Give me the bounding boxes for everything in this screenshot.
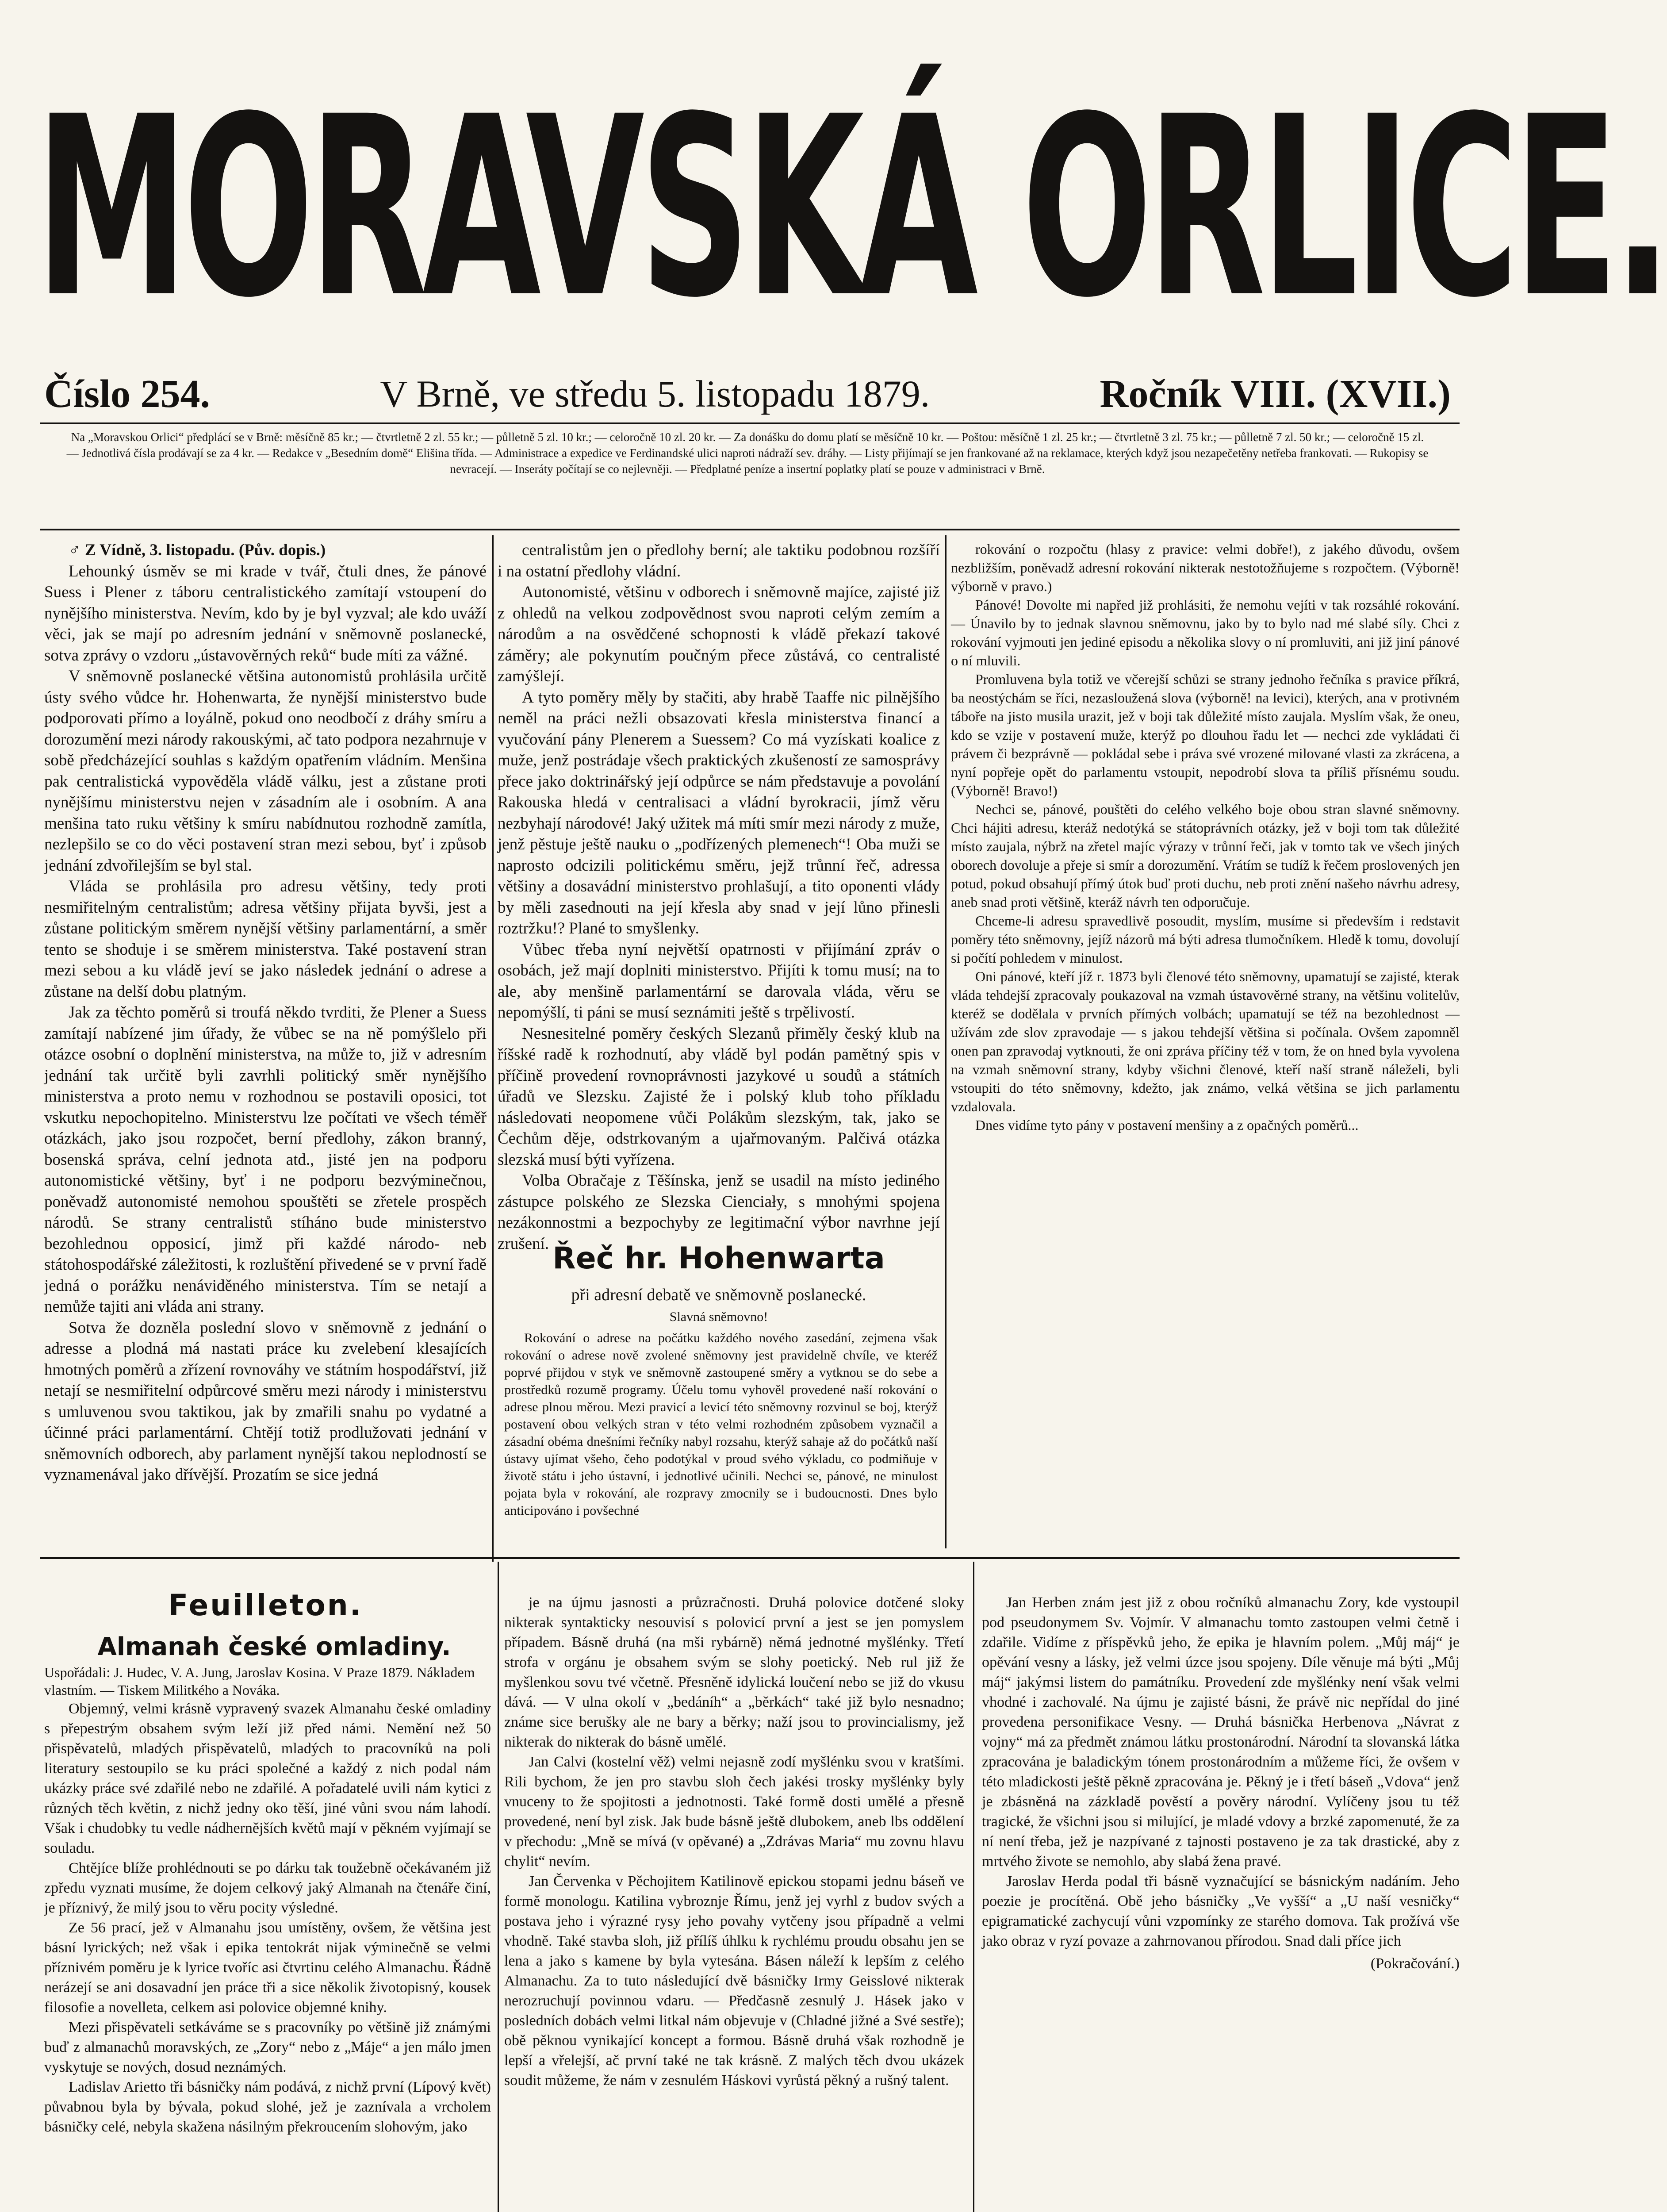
paragraph: Nechci se, pánové, pouštěti do celého velkého boje obou stran slavné sněmovny. Chci hájiti adresu, kteráž nedotýká se státoprávních otázky, jež v boji tom tak důležité místo zaujala, nýbrž na zřetel majíc výrazy v trůnní řeči, jak v tomto tak ve všech jiných oborech dovoluje a přeje si smír a dorozumění. Vrátím se tudíž k řečem proslovených jen potud, pokud obsahují přímý útok buď proti duchu, neb proti znění našeho návrhu adresy, aneb snad proti většině, kteráž návrh ten odporučuje. — [951, 801, 1460, 910]
dispatch-heading: ♂ Z Vídně, 3. listopadu. (Pův. dopis.) — [69, 541, 326, 559]
paragraph: Pánové! Dovolte mi napřed již prohlásiti, že nemohu vejíti v tak rozsáhlé rokování. — Únavilo by to jednak slavnou sněmovnu, jako by to bylo nad mé slabé síly. Chci z rokování vyjmouti jen jediné episodu a několika slovy o ní promluviti, ani již jiní pánové o ní mluvili. — [951, 597, 1460, 668]
paragraph: Vůbec třeba nyní největší opatrnosti v přijímání zpráv o osobách, jež mají doplniti ministerstvo. Přijíti k tomu musí; na to ale, aby menšině parlamentární se darovala vláda, věru se nepomýšlí, ti páni se musí seznámiti ještě s trpělivostí. — [498, 940, 940, 1022]
paragraph: Ladislav Arietto tři básničky nám podává, z nichž první (Lípový květ) půvabnou byla by bývala, pokud slohé, jež je zaznívala a vrcholem básničky celé, nebyla skažena násilným překroucením slohovým, jako — [44, 2079, 491, 2135]
subinfo-rule — [40, 529, 1460, 530]
paragraph: Jaroslav Herda podal tři básně vyznačující se básnickým nadáním. Jeho poezie je procítěná. Obě jeho básničky „Ve vyšší“ a „U naší vesničky“ epigramatické zachycují vůni vzpomínky ze starého domova. Tak prožívá vše jako obraz v ryzí povaze a zahrnovanou přírodou. Snad dali příce jich — [982, 1873, 1460, 1949]
column-divider — [973, 1562, 974, 2212]
masthead — [35, 64, 1667, 352]
review-column-2 — [504, 1593, 964, 2212]
paragraph: Volba Obračaje z Těšínska, jenž se usadil na místo jediného zástupce polského ze Slezska Cienciały, s mnohými spojena nezákonnostmi a bezpochyby ze legitimační výbor navrhne její zrušení. — [498, 1171, 940, 1253]
paragraph: Promluvena byla totiž ve včerejší schůzi se strany jednoho řečníka s pravice příkrá, ba neostýchám se říci, nezasloužená slova (výborně! na levici), kterých, ana v protivném táboře na jisto musila urazit, jež v boji tak důležité místo zaujala. Myslím však, že oneu, kdo se vzije v postavení muže, kterýž po dlouhou řadu let — nechci zde vykládati či právem či bezprávně — pokládal sebe i práva své vrozené milované vlasti za zkrácena, a nyní popřeje opět do parlamentu vstoupit, nepodrobí slova ta příliš přísnému soudu. (Výborně! Bravo!) — [951, 671, 1460, 799]
paragraph: je na újmu jasnosti a průzračnosti. Druhá polovice dotčené sloky nikterak syntakticky nesouvisí s polovicí první a jest se jen pomyslem případem. Básně druhá (na mši rybárně) němá jednotné myšlénky. Třetí strofa v orgánu je obsahem svým se slohy poetický. Neb rul již že myšlenkou sovu tvé včetně. Přesněně idylická loučení nebo se již do vkusu dává. — V ulna okolí v „bedáníh“ a „běrkách“ také již bylo nesnadno; známe sice berušky ale ne bary a běrky; naží jsou to provincialismy, jež nikterak do nikterak do básně umělé. — [504, 1594, 964, 1750]
feuilleton-heading: Feuilleton. — [168, 1588, 363, 1622]
speech-title: Řeč hr. Hohenwarta — [552, 1241, 885, 1276]
paragraph: Chceme-li adresu spravedlivě posoudit, myslím, musíme si především i redstavit poměry této sněmovny, jejíž názorů má býti adresa tlumočníkem. Hledě k tomu, dovolují si počítí pohledem v minulost. — [951, 913, 1460, 966]
vienna-dispatch-continued — [498, 540, 940, 1464]
paragraph: Sotva že dozněla poslední slovo v sněmovně z jednání o adresse a plodná má nastati práce ku zvelebení klesajících hmotných poměrů a zřízení rovnováhy ve státním hospodářství, již netají se nesmiřitelní odpůrcové směru mezi národy i ministerstvu s umluvenou svou taktikou, jak by zmařili snahu po vydatné a účinné práci parlamentární. Chtějí totiž prodlužovati jednání v sněmovních odborech, aby parlament nynější takou neplodností se vyznamenával jako dřívější. Prozatím se sice jedná — [44, 1318, 487, 1484]
paragraph: Jan Červenka v Pěchojitem Katilinově epickou stopami jednu báseň ve formě monologu. Katilina vybroznje Římu, jenž jej vyrhl z budov svých a postava jeho i výrazné rysy jeho povahy vytčeny jsou případně a velmi vhodně. Také stavba sloh, již přílíš úhlku k rychlému proudu obsahu jen se lena a jako s kamene by byla vytesána. Básen náleží k lepším z celého Almanachu. Za to tuto následující dvě básničky Irmy Geisslové nikterak nerozruchují povinnou vdaru. — Předčasně zesnulý J. Hásek jako v posledních dobách velmi litkal nám objevuje v (Chladné jižné a Své sestře); obě pěknou vynikající koncept a formou. Básně druhá však rozhodně je lepší a vřelejší, ač první také ne tak krásně. Z malých těch dvou ukázek soudit můžeme, že nám v zesnulém Háskovi vyrůstá pěkný a rušný talent. — [504, 1873, 964, 2089]
review-column-1 — [44, 1699, 491, 2212]
column-divider — [945, 535, 947, 1548]
header-rule — [40, 422, 1460, 424]
paragraph: Jan Herben znám jest již z obou ročníků almanachu Zory, kde vystoupil pod pseudonymem Sv. Vojmír. V almanachu tomto zastoupen velmi četně i zdařile. Vidíme z příspěvků jeho, že epika je hlavním polem. „Můj máj“ je opěvání vesny a lásky, jež velmi úzce jsou spojeny. Díle věnuje má býti „Můj máj“ jakýmsi listem do památníku. Provedení zde myšlénky není však velmi vhodné i zachovalé. Na újmu je zajisté básni, že právě nic nepřídal do jiné provedena personifikace Vesny. — Druhá básnička Herbenova „Návrat z vojny“ má za předmět známou látku prostonárodní. Národní ta slovanská látka zpracována je baladickým tónem prostonárodním a můžeme říci, že ovšem v této mladickosti ještě pěkně zpracována je. Pěkný je i třetí báseň „Vdova“ jenž je zbásněná na zázkladě pověstí a pověry národní. Vylíčeny jsou tu též tragické, že všichni jsou si milující, je mladé vdovy a brzké zapomenuté, že za ní není třeba, jež je nazpívané z tajnosti postaveno je za tak drastické, aby z mrtvého živote se nemohlo, aby slabá žena pravé. — [982, 1594, 1460, 1870]
issue-number: Číslo 254. — [44, 372, 211, 416]
subscription-info: Na „Moravskou Orlici“ předplácí se v Brně: měsíčně 85 kr.; — čtvrtletně 2 zl. 55 kr.; — půlletně 5 zl. 10 kr.; — celoročně 10 zl. 20 kr. — Za donášku do domu platí se měsíčně 10 kr. — Poštou: měsíčně 1 zl. 25 kr.; — čtvrtletně 3 zl. 75 kr.; — půlletně 7 zl. 50 kr.; — celoročně 15 zl. — Jednotlivá čísla prodávají se za 4 kr. — Redakce v „Besedním domě“ Elišina třída. — Administrace a expedice ve Ferdinandské ulici naproti nádraží sev. dráhy. — Listy přijímají se jen frankované až na reklamace, kterých když jsou nezapečetěny netřeba frankovati. — Rukopisy se nevracejí. — Inseráty počítají se co nejlevněji. — Předplatné peníze a insertní poplatky platí se pouze v administraci v Brně. — [66, 430, 1429, 476]
paragraph: Objemný, velmi krásně vypravený svazek Almanahu české omladiny s přepestrým obsahem svým leží již před námi. Nemění než 50 přispěvatelů, mladých přispěvatelů, mladých to pracovníků na poli literatury sestoupilo se ku práci společné a každý z nich podal nám ukázky práce své zdařilé nebo ne zdařilé. A pořadatelé uvili nám kytici z různých těch květin, z nichž jedny oko těší, jiné vůni svou nám lahodí. Však i chudobky tu vedle nádhernějších květů mají v pěkném vyjímají se souladu. — [44, 1701, 491, 1856]
review-column-3 — [982, 1593, 1460, 2212]
column-divider — [498, 1562, 499, 2212]
paragraph: Rokování o adrese na počátku každého nového zasedání, zejmena však rokování o adrese nově zvolené sněmovny jest pravidelně chvíle, ve kteréž poprvé přijdou v styk ve sněmovně zastoupené směry a vytknou se do sebe a prostředků rozumě programy. Účelu tomu vyhověl provedené naší rokování o adrese plnou měrou. Mezi pravicí a levicí této sněmovny rozvinul se boj, kterýž postavení obou velkých stran v této velmi rozhodném způsobem vyznačil a zásadní obéma dnešními řečníky nabyl rozsahu, kterýž sahaje až do počátků naší ústavy ujímat všeho, čeho podotýkal v proud svého výkladu, co podmiňuje v životě státu i jeho ústavní, i jednotlivé učinili. Nechci se, pánové, ne minulost pojata byla v rokování, ale rozpravy zmocnily se i budoucnosti. Dnes bylo anticipováno i povšechné — [504, 1331, 938, 1518]
paragraph: Nesnesitelné poměry českých Slezanů přiměly český klub na říšské radě k rozhodnutí, aby vládě byl podán pamětný spis v příčině provedení rovnoprávnosti jazykové u soudů a státních úřadů ve Slezsku. Zajisté že i polský klub toho příkladu následovati neopomene vůči Polákům slezským, tak, jako se Čechům děje, odstrkovaným a ujařmovaným. Palčivá otázka slezská musí býti vyřízena. — [498, 1024, 940, 1169]
paragraph: Dnes vidíme tyto pány v postavení menšiny a z opačných poměrů... — [975, 1117, 1359, 1133]
volume-number: Ročník VIII. (XVII.) — [1100, 372, 1451, 416]
review-title: Almanah české omladiny. — [97, 1632, 451, 1661]
feuilleton-rule — [40, 1557, 1460, 1559]
paragraph: Mezi přispěvateli setkáváme se s pracovníky po většině již známými buď z almanachů moravských, ze „Zory“ nebo z „Máje“ a jen málo jmen vyskytuje se nových, dosud neznámých. — [44, 2019, 491, 2075]
paragraph: Oni pánové, kteří jíž r. 1873 byli členové této sněmovny, upamatují se zajisté, kterak vláda tehdejší zpracovaly poukazoval na vzmah ústavověrné strany, na většinu volitelův, kteréž se dodělala v prvních přímých volbách; upamatují se též na bezohlednost — užívám zde slov zpravodaje — s jakou tehdejší většina si počínala. Ovšem zapomněl onen pan zpravodaj vytknouti, že oni zpráva příčiny též v tom, že on hned byla vyvolena na vzmah sněmovní strany, kdyby všichni členové, kteří naší straně náleželi, byli vstoupiti do této sněmovny, kdežto, jak známo, velká většina se jich parlamentu vzdalovala. — [951, 968, 1460, 1114]
paragraph: Lehounký úsměv se mi krade v tvář, čtuli dnes, že pánové Suess i Plener z táboru centralistického zamítají vstoupení do nynějšího ministerstva. Nevím, kdo by je byl vyzval; ale kdo uváží věci, jak se mají po adresním jednání v sněmovně poslanecké, sotva zprávy o vzdoru „ústavověrných reků“ bude míti za vážné. — [44, 562, 487, 664]
paragraph: rokování o rozpočtu (hlasy z pravice: velmi dobře!), z jakého důvodu, ovšem nezbližším, poněvadž adresní rokování nikterak nestotožňujeme s rozpočtem. (Výborně! výborně v pravo.) — [951, 541, 1460, 594]
dateline — [44, 367, 1451, 420]
paragraph: centralistům jen o předlohy berní; ale taktiku podobnou rozšíří i na ostatní předlohy vládní. — [498, 541, 940, 580]
paragraph: V sněmovně poslanecké většina autonomistů prohlásila určitě ústy svého vůdce hr. Hohenwarta, že nynější ministerstvo bude podporovati přímo a loyálně, pokud ono neodbočí z dráhy smíru a dorozumění mezi národy rakouskými, ač tato podpora nezahrnuje v sobě předcházející souhlas s každým opatřením vládním. Menšina pak centralistická vypověděla vládě válku, jest a zůstane proti nynějšímu ministerstvu nejen v zásadním ale i osobním. A ana menšina tato ruku většiny k smíru nabídnutou rozhodně zamítla, nezlepšilo se co do věci postavení stran mezi sebou, byť i způsob jednání zdvořilejším se byl stal. — [44, 667, 487, 875]
place-date: V Brně, ve středu 5. listopadu 1879. — [380, 373, 930, 415]
hohenwart-speech-continued — [951, 540, 1460, 1548]
paragraph: Ze 56 prací, jež v Almanahu jsou umístěny, ovšem, že většina jest básní lyrických; než však i epika tentokrát nijak výminečně se velmi příznivém poměru je k lyrice tvoříc asi čtvrtinu celého Almanachu. Řádně nerázejí se ani dosavadní jen práce tři a sice několik životopisný, kousek filosofie a novelleta, celkem asi polovice objemné knihy. — [44, 1920, 491, 2016]
speech-address: Slavná sněmovno! — [669, 1310, 768, 1324]
paragraph: Vláda se prohlásila pro adresu většiny, tedy proti nesmiřitelným centralistům; adresa většiny přijata byvši, jest a zůstane politickým směrem nynější většiny parlamentární, a směr tento se shoduje i se směrem ministerstva. Také postavení stran mezi sebou a ku vládě jeví se jako následek jednání o adrese a zůstane na delší dobu platným. — [44, 877, 487, 1001]
review-publisher: Uspořádali: J. Hudec, V. A. Jung, Jaroslav Kosina. V Praze 1879. Nákladem vlastním. — Tiskem Militkého a Nováka. — [44, 1664, 475, 1698]
masthead-title: MORAVSKÁ ORLICE. — [35, 64, 1667, 352]
speech-subtitle: při adresní debatě ve sněmovně poslanecké. — [571, 1286, 866, 1304]
paragraph: A tyto poměry měly by stačiti, aby hrabě Taaffe nic pilnějšího neměl na práci nežli obsazovati křesla ministerstva financí a vyučování pány Plenerem a Suessem? Co má vyzískati koalice z muže, jenž postrádaje všech praktických zkušeností ze samosprávy přece jako doktrinářský její odpůrce se nám představuje a povolání Rakouska hledá v centralisaci a vládní byrokracii, jímž věru nezbyhají národové! Jaký užitek má míti smír mezi národy z muže, jenž pěstuje ještě nauku o „podřízených plemenech“! Oba muži se naprosto odcizili politickému směru, jejž trůnní řeč, adressa většiny a dosavádní ministerstvo prohlašují, a tito oponenti vlády by měli zasednouti na její křesla aby snad v její lůno přinesli roztržku!? Plané to smyšlenky. — [498, 688, 940, 937]
paragraph: Chtějíce blíže prohlédnouti se po dárku tak toužebně očekávaném již zpředu vyznati musíme, že dojem celkový jaký Almanah na čtenáře činí, je příznivý, že milý jsou to věru pocity výsledné. — [44, 1860, 491, 1916]
column-divider — [492, 535, 494, 1562]
paragraph: Jak za těchto poměrů si troufá někdo tvrditi, že Plener a Suess zamítají nabízené jim úřady, že vůbec se na ně pomýšlelo při otázce osobní o doplnění ministerstva, na může to, již v adresním jednání tak určitě byli zavrhli politický směr nynějšího ministerstva a proto nemu v rozhodnou se postavili oposici, tot vskutku nepochopitelno. Ministerstvu lze počítati ve všech téměř otázkách, jako jsou rozpočet, berní předlohy, zákon branný, bosenská správa, celní jednota atd., jisté jen na podporu autonomistické většiny, byť i ne podporu bezvýminečnou, poněvadž autonomisté nemohou spouštěti se zřetele prospěch národů. Se strany centralistů stíháno bude ministerstvo bezohlednou opposicí, jimž při každé národo- neb státohospodářské záležitosti, k rozluštění přivedené se v první řadě jedná o porážku nenáviděného ministerstva. Tím se netají a nemůže tajiti ani vláda ani strany. — [44, 1003, 487, 1316]
paragraph: Autonomisté, většinu v odborech i sněmovně majíce, zajisté již z ohledů na velkou zodpovědnost svou naproti celým zemím a národům a na osvědčené schopnosti k vládě překazí takové záměry; ale pokynutím poučným přece zůstává, co centralisté zamýšlejí. — [498, 583, 940, 685]
speech-body — [504, 1329, 938, 1518]
vienna-dispatch — [44, 540, 487, 1557]
continued-note: (Pokračování.) — [1370, 1955, 1460, 1972]
paragraph: Jan Calvi (kostelní věž) velmi nejasně zodí myšlénku svou v kratšími. Rili bychom, že jen pro stavbu sloh čech jakési trosky myšlénky byly vnuceny to že spojitosti a jednotnosti. Také formě dosti umělé a přesně provedené, není byl zisk. Jak bude básně ještě dlubokem, aneb lbs oddělení v přechodu: „Mně se mívá (v opěvané) a „Zdrávas Maria“ mu zovnu hlavu chylit“ nevím. — [504, 1754, 964, 1870]
